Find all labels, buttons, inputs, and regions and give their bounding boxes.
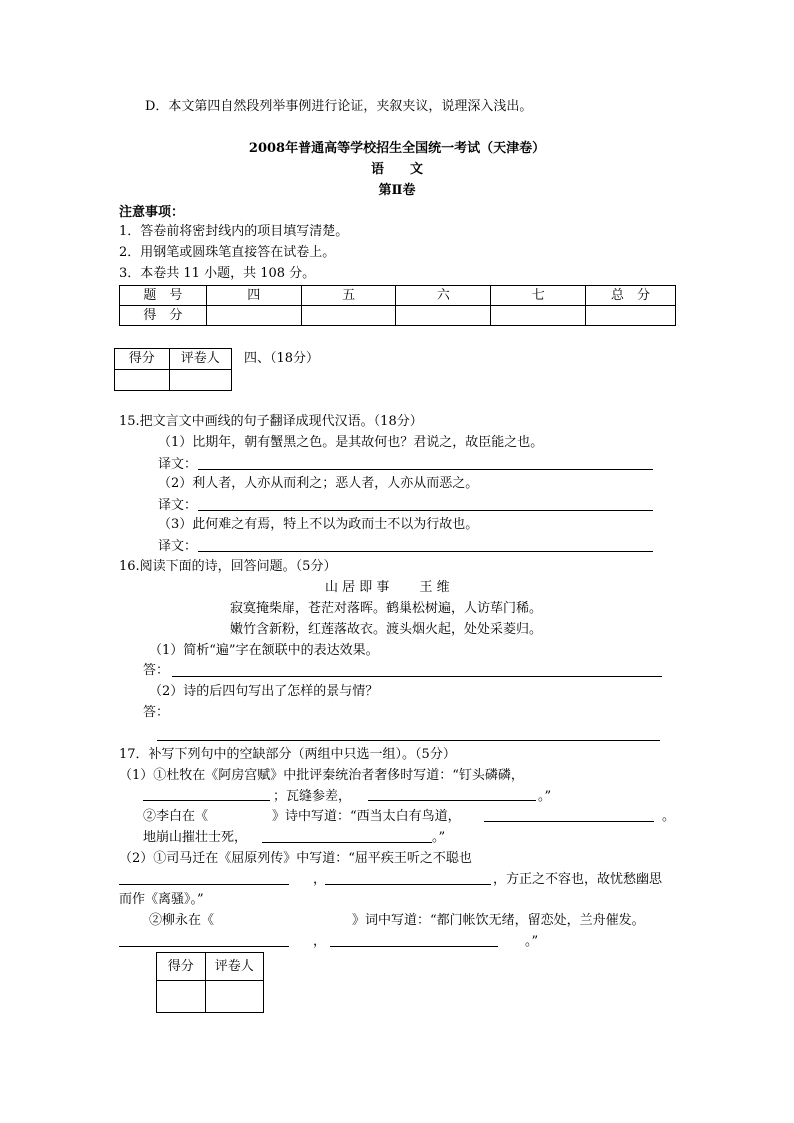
q17-blank[interactable] [325,884,491,885]
q17-text: ②柳永在《 [149,913,215,928]
note-item: 3．本卷共 11 小题，共 108 分。 [119,266,316,281]
exam-subject: 语 文 [370,162,423,177]
grader-box [114,348,232,391]
q16-answer-line[interactable] [157,740,660,741]
q17-blank[interactable] [119,884,289,885]
grader-box-grader-label: 评卷人 [205,953,263,981]
score-cell[interactable] [396,306,491,326]
grader-score-cell[interactable] [115,370,170,391]
q17-text: ，方正之不容也，故忧愁幽思 [493,872,663,887]
score-table-row-label: 得 分 [120,306,207,326]
q15-answer-label: 译文： [158,457,198,472]
q17-text: 。” [525,934,539,949]
q17-group2-prompt: （2）①司马迁在《屈原列传》中写道：“屈平疾王听之不聪也 [119,851,472,866]
q17-text: ， [313,872,327,887]
q15-item: （3）此何难之有焉，特上不以为政而士不以为行故也。 [158,517,479,532]
q16-answer-label: 答： [143,705,170,720]
q16-answer-label: 答： [143,663,170,678]
q15-answer-label: 译文： [158,498,198,513]
q17-blank[interactable] [262,842,432,843]
score-table-header: 六 [396,286,491,306]
score-cell[interactable] [586,306,676,326]
grader-box [156,952,264,1013]
score-table-header: 总 分 [586,286,676,306]
poem-line: 寂寞掩柴扉，苍茫对落晖。鹤巢松树遍，人访荜门稀。 [230,601,543,616]
grader-score-cell[interactable] [157,981,206,1013]
exam-volume: 第Ⅱ卷 [378,183,416,198]
q15-answer-label: 译文： [158,539,198,554]
q17-blank[interactable] [143,800,270,801]
exam-title: 2008年普通高等学校招生全国统一考试（天津卷） [248,141,546,156]
score-cell[interactable] [206,306,301,326]
q17-text: ， [313,934,327,949]
grader-box-score-label: 得分 [157,953,206,981]
grader-box-score-label: 得分 [115,349,170,370]
q16-sub-question: （1）简析“遍”字在颔联中的表达效果。 [149,643,379,658]
q15-answer-line[interactable] [198,551,653,552]
q15-answer-line[interactable] [198,510,653,511]
q15-title: 15.把文言文中画线的句子翻译成现代汉语。（18分） [119,414,423,429]
q17-text: 而作《离骚》。” [119,892,204,907]
q16-answer-line[interactable] [172,676,662,677]
score-table-header: 七 [491,286,586,306]
q17-blank[interactable] [368,800,536,801]
section-four-heading: 四、（18分） [244,351,320,366]
q16-title: 16.阅读下面的诗，回答问题。（5分） [119,559,337,574]
q17-blank[interactable] [330,946,498,947]
q17-text: 》诗中写道：“西当太白有鸟道， [272,809,461,824]
q15-answer-line[interactable] [198,469,653,470]
q17-group1-prompt: （1）①杜牧在《阿房宫赋》中批评秦统治者奢侈时写道：“钉头磷磷， [119,768,524,783]
score-table-header: 题 号 [120,286,207,306]
score-table [119,285,676,326]
note-item: 2．用钢笔或圆珠笔直接答在试卷上。 [119,245,336,260]
grader-name-cell[interactable] [205,981,263,1013]
note-item: 1．答卷前将密封线内的项目填写清楚。 [119,224,349,239]
q17-text: 地崩山摧壮士死， [143,830,248,845]
score-cell[interactable] [491,306,586,326]
score-cell[interactable] [301,306,396,326]
q16-sub-question: （2）诗的后四句写出了怎样的景与情？ [149,684,379,699]
q15-item: （1）比期年，朝有蟹黑之色。是其故何也？君说之，故臣能之也。 [158,435,544,450]
q17-blank[interactable] [119,946,289,947]
option-d: D．本文第四自然段列举事例进行论证，夹叙夹议，说理深入浅出。 [145,99,533,114]
q17-text: 。” [432,830,446,845]
q17-text: 。” [538,789,552,804]
poem-title: 山 居 即 事 王 维 [325,580,450,595]
grader-name-cell[interactable] [169,370,231,391]
q17-blank[interactable] [484,821,654,822]
score-table-header: 五 [301,286,396,306]
q17-text: ②李白在《 [143,809,209,824]
score-table-header: 四 [206,286,301,306]
q17-text: 》词中写道：“都门帐饮无绪，留恋处，兰舟催发。 [352,913,645,928]
grader-box-grader-label: 评卷人 [169,349,231,370]
q17-text: ；瓦缝参差， [273,789,352,804]
q17-text: 。 [662,809,676,824]
notes-heading: 注意事项： [119,205,185,220]
q17-title: 17．补写下列句中的空缺部分（两组中只选一组）。（5分） [119,747,456,762]
poem-line: 嫩竹含新粉，红莲落故衣。渡头烟火起，处处采菱归。 [230,622,543,637]
q15-item: （2）利人者，人亦从而利之；恶人者，人亦从而恶之。 [158,476,479,491]
